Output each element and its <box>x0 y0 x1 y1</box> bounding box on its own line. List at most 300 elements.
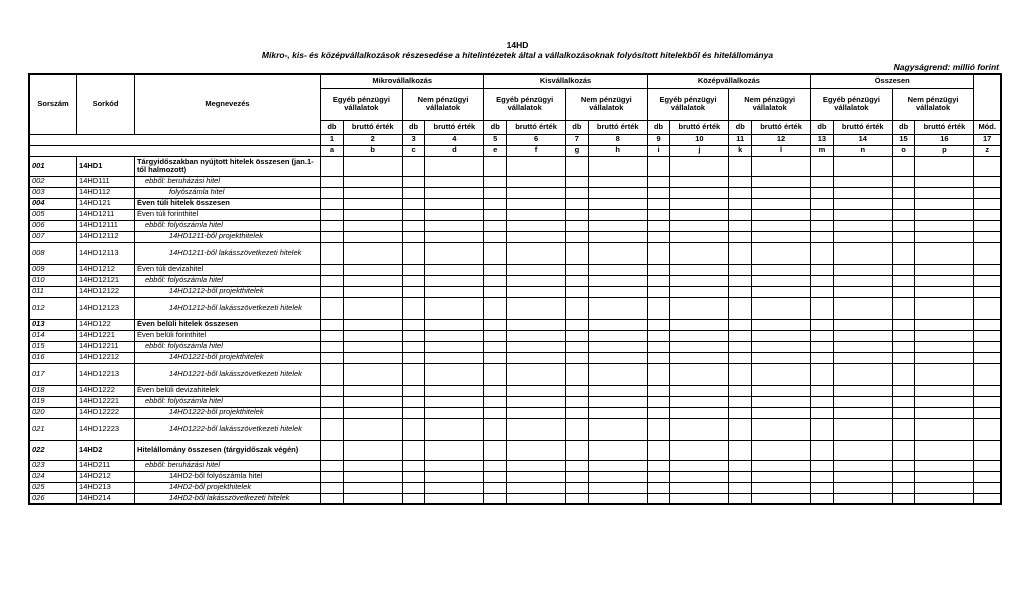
input-cell[interactable] <box>321 187 344 198</box>
input-cell[interactable] <box>321 418 344 440</box>
input-cell[interactable] <box>833 330 892 341</box>
input-cell[interactable] <box>484 275 507 286</box>
input-cell[interactable] <box>425 319 484 330</box>
input-cell[interactable] <box>425 460 484 471</box>
input-cell[interactable] <box>343 297 402 319</box>
input-cell[interactable] <box>729 341 752 352</box>
input-cell[interactable] <box>915 396 974 407</box>
input-cell[interactable] <box>752 330 811 341</box>
input-cell[interactable] <box>647 231 670 242</box>
input-cell[interactable] <box>811 220 834 231</box>
input-cell[interactable] <box>484 363 507 385</box>
input-cell[interactable] <box>425 363 484 385</box>
input-cell[interactable] <box>343 209 402 220</box>
input-cell[interactable] <box>425 385 484 396</box>
input-cell[interactable] <box>647 418 670 440</box>
input-cell[interactable] <box>402 440 425 460</box>
input-cell[interactable] <box>566 286 589 297</box>
input-cell[interactable] <box>729 209 752 220</box>
input-cell[interactable] <box>484 482 507 493</box>
input-cell[interactable] <box>670 231 729 242</box>
input-cell[interactable] <box>566 407 589 418</box>
input-cell[interactable] <box>811 319 834 330</box>
input-cell[interactable] <box>729 156 752 176</box>
input-cell[interactable] <box>321 156 344 176</box>
input-cell[interactable] <box>892 275 915 286</box>
input-cell[interactable] <box>892 341 915 352</box>
input-cell[interactable] <box>811 209 834 220</box>
input-cell[interactable] <box>892 187 915 198</box>
input-cell[interactable] <box>588 407 647 418</box>
input-cell[interactable] <box>566 198 589 209</box>
input-cell[interactable] <box>974 198 1001 209</box>
input-cell[interactable] <box>892 242 915 264</box>
input-cell[interactable] <box>484 198 507 209</box>
input-cell[interactable] <box>833 352 892 363</box>
input-cell[interactable] <box>566 242 589 264</box>
input-cell[interactable] <box>670 156 729 176</box>
input-cell[interactable] <box>566 156 589 176</box>
input-cell[interactable] <box>507 286 566 297</box>
input-cell[interactable] <box>811 231 834 242</box>
input-cell[interactable] <box>425 275 484 286</box>
input-cell[interactable] <box>588 363 647 385</box>
input-cell[interactable] <box>670 209 729 220</box>
input-cell[interactable] <box>729 319 752 330</box>
input-cell[interactable] <box>321 341 344 352</box>
input-cell[interactable] <box>588 156 647 176</box>
input-cell[interactable] <box>321 407 344 418</box>
input-cell[interactable] <box>670 220 729 231</box>
input-cell[interactable] <box>670 493 729 504</box>
input-cell[interactable] <box>811 187 834 198</box>
input-cell[interactable] <box>892 264 915 275</box>
input-cell[interactable] <box>974 471 1001 482</box>
input-cell[interactable] <box>729 176 752 187</box>
input-cell[interactable] <box>321 275 344 286</box>
input-cell[interactable] <box>752 396 811 407</box>
input-cell[interactable] <box>811 198 834 209</box>
input-cell[interactable] <box>915 231 974 242</box>
input-cell[interactable] <box>566 440 589 460</box>
input-cell[interactable] <box>402 482 425 493</box>
input-cell[interactable] <box>974 341 1001 352</box>
input-cell[interactable] <box>729 275 752 286</box>
input-cell[interactable] <box>566 460 589 471</box>
input-cell[interactable] <box>647 319 670 330</box>
input-cell[interactable] <box>892 407 915 418</box>
input-cell[interactable] <box>647 209 670 220</box>
input-cell[interactable] <box>752 209 811 220</box>
input-cell[interactable] <box>647 187 670 198</box>
input-cell[interactable] <box>915 297 974 319</box>
input-cell[interactable] <box>343 231 402 242</box>
input-cell[interactable] <box>343 187 402 198</box>
input-cell[interactable] <box>752 275 811 286</box>
input-cell[interactable] <box>425 341 484 352</box>
input-cell[interactable] <box>402 156 425 176</box>
input-cell[interactable] <box>670 471 729 482</box>
input-cell[interactable] <box>507 341 566 352</box>
input-cell[interactable] <box>670 385 729 396</box>
input-cell[interactable] <box>915 385 974 396</box>
input-cell[interactable] <box>402 460 425 471</box>
input-cell[interactable] <box>647 493 670 504</box>
input-cell[interactable] <box>402 493 425 504</box>
input-cell[interactable] <box>752 198 811 209</box>
input-cell[interactable] <box>566 482 589 493</box>
input-cell[interactable] <box>752 471 811 482</box>
input-cell[interactable] <box>833 220 892 231</box>
input-cell[interactable] <box>752 440 811 460</box>
input-cell[interactable] <box>484 242 507 264</box>
input-cell[interactable] <box>892 418 915 440</box>
input-cell[interactable] <box>974 440 1001 460</box>
input-cell[interactable] <box>321 198 344 209</box>
input-cell[interactable] <box>729 352 752 363</box>
input-cell[interactable] <box>811 418 834 440</box>
input-cell[interactable] <box>321 352 344 363</box>
input-cell[interactable] <box>833 187 892 198</box>
input-cell[interactable] <box>752 363 811 385</box>
input-cell[interactable] <box>425 396 484 407</box>
input-cell[interactable] <box>915 220 974 231</box>
input-cell[interactable] <box>974 460 1001 471</box>
input-cell[interactable] <box>670 396 729 407</box>
input-cell[interactable] <box>729 231 752 242</box>
input-cell[interactable] <box>752 319 811 330</box>
input-cell[interactable] <box>402 385 425 396</box>
input-cell[interactable] <box>402 319 425 330</box>
input-cell[interactable] <box>752 385 811 396</box>
input-cell[interactable] <box>588 493 647 504</box>
input-cell[interactable] <box>588 187 647 198</box>
input-cell[interactable] <box>892 297 915 319</box>
input-cell[interactable] <box>833 297 892 319</box>
input-cell[interactable] <box>647 407 670 418</box>
input-cell[interactable] <box>484 418 507 440</box>
input-cell[interactable] <box>892 493 915 504</box>
input-cell[interactable] <box>670 341 729 352</box>
input-cell[interactable] <box>647 341 670 352</box>
input-cell[interactable] <box>343 407 402 418</box>
input-cell[interactable] <box>892 471 915 482</box>
input-cell[interactable] <box>670 264 729 275</box>
input-cell[interactable] <box>507 330 566 341</box>
input-cell[interactable] <box>321 209 344 220</box>
input-cell[interactable] <box>425 187 484 198</box>
input-cell[interactable] <box>507 440 566 460</box>
input-cell[interactable] <box>833 363 892 385</box>
input-cell[interactable] <box>507 242 566 264</box>
input-cell[interactable] <box>729 396 752 407</box>
input-cell[interactable] <box>507 418 566 440</box>
input-cell[interactable] <box>507 396 566 407</box>
input-cell[interactable] <box>484 460 507 471</box>
input-cell[interactable] <box>343 264 402 275</box>
input-cell[interactable] <box>915 319 974 330</box>
input-cell[interactable] <box>588 198 647 209</box>
input-cell[interactable] <box>670 352 729 363</box>
input-cell[interactable] <box>974 330 1001 341</box>
input-cell[interactable] <box>670 187 729 198</box>
input-cell[interactable] <box>752 341 811 352</box>
input-cell[interactable] <box>833 231 892 242</box>
input-cell[interactable] <box>974 264 1001 275</box>
input-cell[interactable] <box>484 231 507 242</box>
input-cell[interactable] <box>729 220 752 231</box>
input-cell[interactable] <box>892 231 915 242</box>
input-cell[interactable] <box>892 363 915 385</box>
input-cell[interactable] <box>566 220 589 231</box>
input-cell[interactable] <box>752 407 811 418</box>
input-cell[interactable] <box>343 352 402 363</box>
input-cell[interactable] <box>729 363 752 385</box>
input-cell[interactable] <box>892 220 915 231</box>
input-cell[interactable] <box>974 156 1001 176</box>
input-cell[interactable] <box>833 156 892 176</box>
input-cell[interactable] <box>588 471 647 482</box>
input-cell[interactable] <box>566 176 589 187</box>
input-cell[interactable] <box>343 440 402 460</box>
input-cell[interactable] <box>588 220 647 231</box>
input-cell[interactable] <box>507 220 566 231</box>
input-cell[interactable] <box>647 198 670 209</box>
input-cell[interactable] <box>343 242 402 264</box>
input-cell[interactable] <box>974 187 1001 198</box>
input-cell[interactable] <box>343 198 402 209</box>
input-cell[interactable] <box>974 319 1001 330</box>
input-cell[interactable] <box>647 352 670 363</box>
input-cell[interactable] <box>833 440 892 460</box>
input-cell[interactable] <box>425 156 484 176</box>
input-cell[interactable] <box>425 231 484 242</box>
input-cell[interactable] <box>588 352 647 363</box>
input-cell[interactable] <box>343 396 402 407</box>
input-cell[interactable] <box>811 440 834 460</box>
input-cell[interactable] <box>321 482 344 493</box>
input-cell[interactable] <box>343 156 402 176</box>
input-cell[interactable] <box>647 176 670 187</box>
input-cell[interactable] <box>974 231 1001 242</box>
input-cell[interactable] <box>729 418 752 440</box>
input-cell[interactable] <box>833 319 892 330</box>
input-cell[interactable] <box>974 396 1001 407</box>
input-cell[interactable] <box>974 209 1001 220</box>
input-cell[interactable] <box>507 407 566 418</box>
input-cell[interactable] <box>507 198 566 209</box>
input-cell[interactable] <box>566 418 589 440</box>
input-cell[interactable] <box>729 407 752 418</box>
input-cell[interactable] <box>484 385 507 396</box>
input-cell[interactable] <box>647 396 670 407</box>
input-cell[interactable] <box>833 493 892 504</box>
input-cell[interactable] <box>752 220 811 231</box>
input-cell[interactable] <box>507 187 566 198</box>
input-cell[interactable] <box>484 471 507 482</box>
input-cell[interactable] <box>752 187 811 198</box>
input-cell[interactable] <box>811 493 834 504</box>
input-cell[interactable] <box>892 330 915 341</box>
input-cell[interactable] <box>321 286 344 297</box>
input-cell[interactable] <box>402 471 425 482</box>
input-cell[interactable] <box>670 176 729 187</box>
input-cell[interactable] <box>507 493 566 504</box>
input-cell[interactable] <box>484 209 507 220</box>
input-cell[interactable] <box>647 330 670 341</box>
input-cell[interactable] <box>647 385 670 396</box>
input-cell[interactable] <box>507 209 566 220</box>
input-cell[interactable] <box>321 242 344 264</box>
input-cell[interactable] <box>343 286 402 297</box>
input-cell[interactable] <box>425 352 484 363</box>
input-cell[interactable] <box>729 440 752 460</box>
input-cell[interactable] <box>343 482 402 493</box>
input-cell[interactable] <box>321 385 344 396</box>
input-cell[interactable] <box>811 385 834 396</box>
input-cell[interactable] <box>588 440 647 460</box>
input-cell[interactable] <box>915 341 974 352</box>
input-cell[interactable] <box>321 176 344 187</box>
input-cell[interactable] <box>974 493 1001 504</box>
input-cell[interactable] <box>833 242 892 264</box>
input-cell[interactable] <box>915 286 974 297</box>
input-cell[interactable] <box>729 471 752 482</box>
input-cell[interactable] <box>588 396 647 407</box>
input-cell[interactable] <box>833 396 892 407</box>
input-cell[interactable] <box>811 471 834 482</box>
input-cell[interactable] <box>892 286 915 297</box>
input-cell[interactable] <box>588 275 647 286</box>
input-cell[interactable] <box>484 352 507 363</box>
input-cell[interactable] <box>833 264 892 275</box>
input-cell[interactable] <box>507 352 566 363</box>
input-cell[interactable] <box>915 482 974 493</box>
input-cell[interactable] <box>343 460 402 471</box>
input-cell[interactable] <box>425 330 484 341</box>
input-cell[interactable] <box>566 352 589 363</box>
input-cell[interactable] <box>321 319 344 330</box>
input-cell[interactable] <box>647 297 670 319</box>
input-cell[interactable] <box>484 396 507 407</box>
input-cell[interactable] <box>752 231 811 242</box>
input-cell[interactable] <box>425 209 484 220</box>
input-cell[interactable] <box>833 385 892 396</box>
input-cell[interactable] <box>566 330 589 341</box>
input-cell[interactable] <box>588 341 647 352</box>
input-cell[interactable] <box>425 198 484 209</box>
input-cell[interactable] <box>343 418 402 440</box>
input-cell[interactable] <box>588 286 647 297</box>
input-cell[interactable] <box>670 330 729 341</box>
input-cell[interactable] <box>484 319 507 330</box>
input-cell[interactable] <box>484 341 507 352</box>
input-cell[interactable] <box>507 471 566 482</box>
input-cell[interactable] <box>670 275 729 286</box>
input-cell[interactable] <box>833 176 892 187</box>
input-cell[interactable] <box>343 493 402 504</box>
input-cell[interactable] <box>729 297 752 319</box>
input-cell[interactable] <box>811 275 834 286</box>
input-cell[interactable] <box>425 220 484 231</box>
input-cell[interactable] <box>833 209 892 220</box>
input-cell[interactable] <box>729 493 752 504</box>
input-cell[interactable] <box>811 242 834 264</box>
input-cell[interactable] <box>588 209 647 220</box>
input-cell[interactable] <box>729 482 752 493</box>
input-cell[interactable] <box>402 231 425 242</box>
input-cell[interactable] <box>915 352 974 363</box>
input-cell[interactable] <box>647 286 670 297</box>
input-cell[interactable] <box>484 176 507 187</box>
input-cell[interactable] <box>670 482 729 493</box>
input-cell[interactable] <box>588 385 647 396</box>
input-cell[interactable] <box>343 363 402 385</box>
input-cell[interactable] <box>670 242 729 264</box>
input-cell[interactable] <box>588 176 647 187</box>
input-cell[interactable] <box>566 275 589 286</box>
input-cell[interactable] <box>892 385 915 396</box>
input-cell[interactable] <box>588 297 647 319</box>
input-cell[interactable] <box>752 286 811 297</box>
input-cell[interactable] <box>915 187 974 198</box>
input-cell[interactable] <box>915 471 974 482</box>
input-cell[interactable] <box>670 297 729 319</box>
input-cell[interactable] <box>647 156 670 176</box>
input-cell[interactable] <box>402 418 425 440</box>
input-cell[interactable] <box>402 187 425 198</box>
input-cell[interactable] <box>647 264 670 275</box>
input-cell[interactable] <box>343 385 402 396</box>
input-cell[interactable] <box>729 385 752 396</box>
input-cell[interactable] <box>974 176 1001 187</box>
input-cell[interactable] <box>588 242 647 264</box>
input-cell[interactable] <box>425 286 484 297</box>
input-cell[interactable] <box>402 352 425 363</box>
input-cell[interactable] <box>892 440 915 460</box>
input-cell[interactable] <box>343 275 402 286</box>
input-cell[interactable] <box>974 407 1001 418</box>
input-cell[interactable] <box>402 396 425 407</box>
input-cell[interactable] <box>811 407 834 418</box>
input-cell[interactable] <box>484 187 507 198</box>
input-cell[interactable] <box>402 330 425 341</box>
input-cell[interactable] <box>670 418 729 440</box>
input-cell[interactable] <box>507 264 566 275</box>
input-cell[interactable] <box>811 460 834 471</box>
input-cell[interactable] <box>647 242 670 264</box>
input-cell[interactable] <box>729 330 752 341</box>
input-cell[interactable] <box>507 297 566 319</box>
input-cell[interactable] <box>321 471 344 482</box>
input-cell[interactable] <box>670 286 729 297</box>
input-cell[interactable] <box>402 275 425 286</box>
input-cell[interactable] <box>484 156 507 176</box>
input-cell[interactable] <box>752 264 811 275</box>
input-cell[interactable] <box>915 209 974 220</box>
input-cell[interactable] <box>647 275 670 286</box>
input-cell[interactable] <box>915 493 974 504</box>
input-cell[interactable] <box>915 156 974 176</box>
input-cell[interactable] <box>507 275 566 286</box>
input-cell[interactable] <box>974 418 1001 440</box>
input-cell[interactable] <box>915 460 974 471</box>
input-cell[interactable] <box>752 493 811 504</box>
input-cell[interactable] <box>915 418 974 440</box>
input-cell[interactable] <box>507 156 566 176</box>
input-cell[interactable] <box>588 418 647 440</box>
input-cell[interactable] <box>425 482 484 493</box>
